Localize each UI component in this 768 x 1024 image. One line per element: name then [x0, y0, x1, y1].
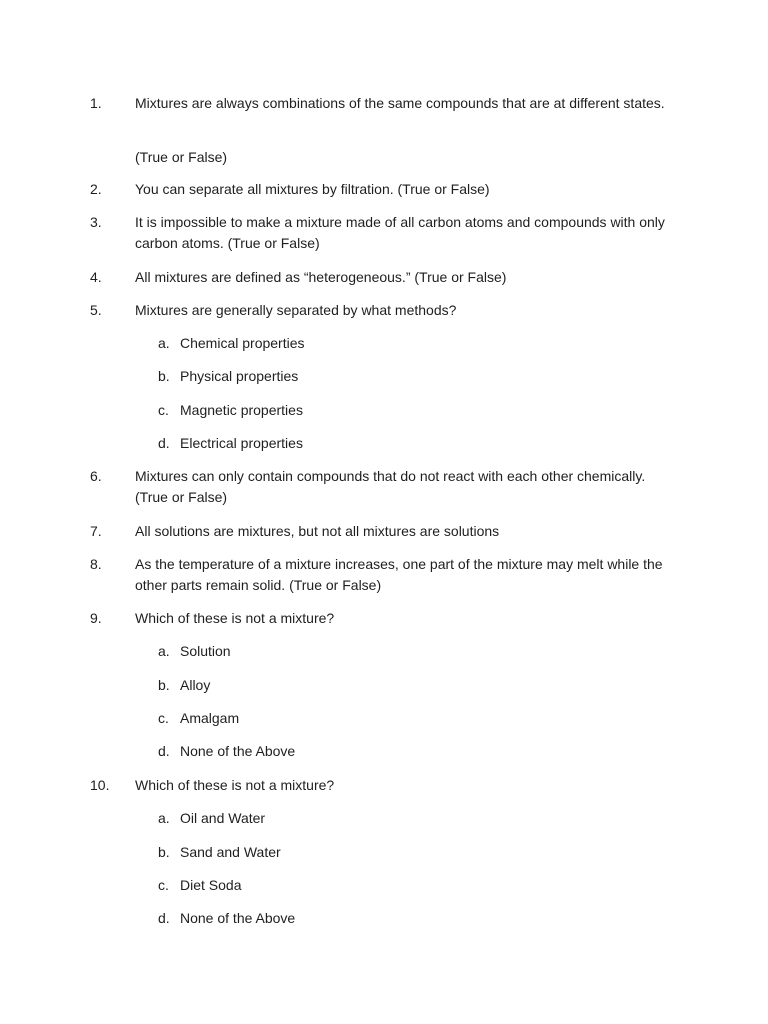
question-text: Mixtures are always combinations of the same compounds that are at different states. [135, 95, 665, 111]
question-text: As the temperature of a mixture increases, one part of the mixture may melt while the other parts remain solid. (True or False) [135, 556, 663, 593]
option-text: None of the Above [180, 743, 296, 759]
question-text: Which of these is not a mixture? [135, 777, 335, 793]
question-number: 9. [90, 610, 102, 626]
option-letter: c. [158, 877, 169, 893]
option-text: Amalgam [180, 710, 240, 726]
question-number: 8. [90, 556, 102, 572]
option-text: Solution [180, 643, 231, 659]
question-text: You can separate all mixtures by filtration. (True or False) [135, 181, 490, 197]
option-text: Chemical properties [180, 335, 305, 351]
question-number: 10. [90, 777, 110, 793]
question-text: All mixtures are defined as “heterogeneous.” (True or False) [135, 269, 507, 285]
option-text: Alloy [180, 677, 211, 693]
question-number: 4. [90, 269, 102, 285]
question-number: 2. [90, 181, 102, 197]
question-number: 7. [90, 523, 102, 539]
question-note: (True or False) [135, 149, 228, 165]
option-text: Electrical properties [180, 435, 303, 451]
option-letter: c. [158, 710, 169, 726]
option-text: Oil and Water [180, 810, 266, 826]
option-letter: c. [158, 402, 169, 418]
option-letter: a. [158, 643, 170, 659]
option-letter: a. [158, 335, 170, 351]
option-letter: b. [158, 368, 170, 384]
option-letter: d. [158, 435, 170, 451]
option-letter: d. [158, 743, 170, 759]
option-text: Magnetic properties [180, 402, 303, 418]
question-number: 6. [90, 468, 102, 484]
option-text: Diet Soda [180, 877, 242, 893]
question-number: 1. [90, 95, 102, 111]
question-text: It is impossible to make a mixture made of all carbon atoms and compounds with only carbon atoms. (True or False) [135, 214, 665, 251]
option-text: Sand and Water [180, 844, 281, 860]
option-text: Physical properties [180, 368, 299, 384]
question-text: Which of these is not a mixture? [135, 610, 335, 626]
option-letter: a. [158, 810, 170, 826]
question-text: All solutions are mixtures, but not all mixtures are solutions [135, 523, 500, 539]
question-number: 3. [90, 214, 102, 230]
option-letter: b. [158, 844, 170, 860]
option-text: None of the Above [180, 910, 296, 926]
question-text: Mixtures can only contain compounds that do not react with each other chemically. (True or False) [135, 468, 646, 505]
question-text: Mixtures are generally separated by what methods? [135, 302, 457, 318]
question-number: 5. [90, 302, 102, 318]
option-letter: b. [158, 677, 170, 693]
option-letter: d. [158, 910, 170, 926]
